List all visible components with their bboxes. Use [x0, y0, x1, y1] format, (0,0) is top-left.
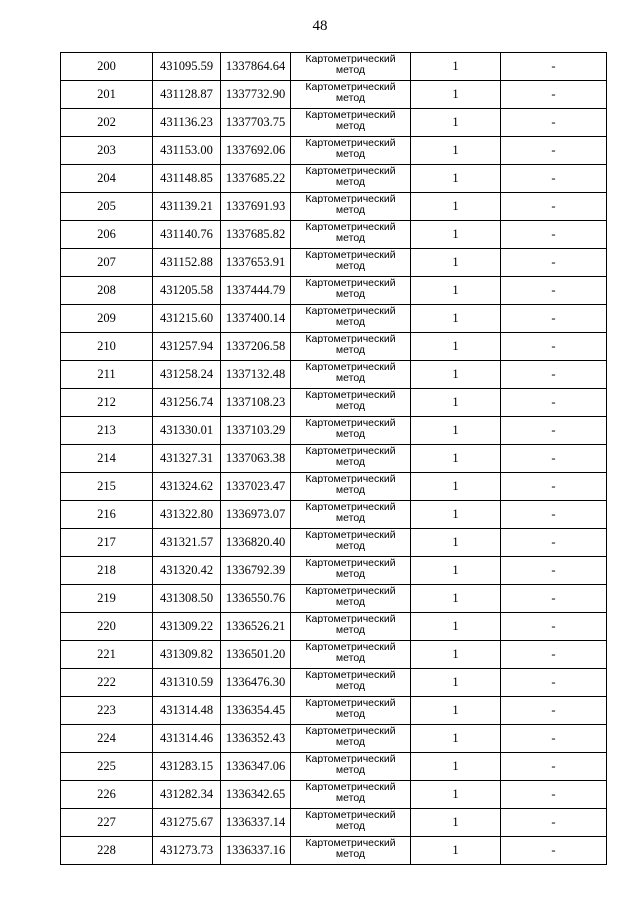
method-cell: Картометрический метод [291, 53, 411, 81]
table-row [61, 529, 607, 557]
table-row [61, 613, 607, 641]
method-cell: Картометрический метод [291, 473, 411, 501]
description-cell: - [501, 697, 607, 725]
coordinates-table-body [61, 53, 607, 865]
x-coordinate-cell: 431283.15 [153, 753, 221, 781]
method-cell: Картометрический метод [291, 221, 411, 249]
accuracy-cell: 1 [411, 781, 501, 809]
method-cell: Картометрический метод [291, 641, 411, 669]
x-coordinate-cell: 431205.58 [153, 277, 221, 305]
y-coordinate-cell: 1337703.75 [221, 109, 291, 137]
page-number: 48 [312, 18, 328, 34]
point-number-cell: 200 [61, 53, 153, 81]
description-cell: - [501, 641, 607, 669]
description-cell: - [501, 445, 607, 473]
y-coordinate-cell: 1336973.07 [221, 501, 291, 529]
description-cell: - [501, 781, 607, 809]
description-cell: - [501, 361, 607, 389]
point-number-cell: 221 [61, 641, 153, 669]
point-number-cell: 206 [61, 221, 153, 249]
x-coordinate-cell: 431257.94 [153, 333, 221, 361]
y-coordinate-cell: 1337103.29 [221, 417, 291, 445]
accuracy-cell: 1 [411, 333, 501, 361]
point-number-cell: 212 [61, 389, 153, 417]
table-row [61, 109, 607, 137]
accuracy-cell: 1 [411, 697, 501, 725]
point-number-cell: 213 [61, 417, 153, 445]
table-row [61, 249, 607, 277]
point-number-cell: 222 [61, 669, 153, 697]
method-cell: Картометрический метод [291, 81, 411, 109]
table-row [61, 277, 607, 305]
x-coordinate-cell: 431275.67 [153, 809, 221, 837]
x-coordinate-cell: 431282.34 [153, 781, 221, 809]
accuracy-cell: 1 [411, 361, 501, 389]
y-coordinate-cell: 1337063.38 [221, 445, 291, 473]
table-row [61, 641, 607, 669]
point-number-cell: 202 [61, 109, 153, 137]
table-row [61, 753, 607, 781]
point-number-cell: 214 [61, 445, 153, 473]
y-coordinate-cell: 1337132.48 [221, 361, 291, 389]
accuracy-cell: 1 [411, 81, 501, 109]
method-cell: Картометрический метод [291, 109, 411, 137]
accuracy-cell: 1 [411, 193, 501, 221]
point-number-cell: 219 [61, 585, 153, 613]
accuracy-cell: 1 [411, 305, 501, 333]
description-cell: - [501, 193, 607, 221]
method-cell: Картометрический метод [291, 529, 411, 557]
method-cell: Картометрический метод [291, 557, 411, 585]
x-coordinate-cell: 431273.73 [153, 837, 221, 865]
description-cell: - [501, 81, 607, 109]
y-coordinate-cell: 1336347.06 [221, 753, 291, 781]
table-row [61, 137, 607, 165]
method-cell: Картометрический метод [291, 277, 411, 305]
y-coordinate-cell: 1337692.06 [221, 137, 291, 165]
x-coordinate-cell: 431153.00 [153, 137, 221, 165]
method-cell: Картометрический метод [291, 361, 411, 389]
accuracy-cell: 1 [411, 389, 501, 417]
x-coordinate-cell: 431327.31 [153, 445, 221, 473]
description-cell: - [501, 333, 607, 361]
point-number-cell: 203 [61, 137, 153, 165]
table-row [61, 781, 607, 809]
x-coordinate-cell: 431308.50 [153, 585, 221, 613]
description-cell: - [501, 109, 607, 137]
point-number-cell: 208 [61, 277, 153, 305]
method-cell: Картометрический метод [291, 389, 411, 417]
description-cell: - [501, 501, 607, 529]
y-coordinate-cell: 1337108.23 [221, 389, 291, 417]
accuracy-cell: 1 [411, 753, 501, 781]
point-number-cell: 218 [61, 557, 153, 585]
table-row [61, 725, 607, 753]
point-number-cell: 227 [61, 809, 153, 837]
description-cell: - [501, 137, 607, 165]
accuracy-cell: 1 [411, 501, 501, 529]
x-coordinate-cell: 431152.88 [153, 249, 221, 277]
method-cell: Картометрический метод [291, 781, 411, 809]
accuracy-cell: 1 [411, 529, 501, 557]
y-coordinate-cell: 1336342.65 [221, 781, 291, 809]
method-cell: Картометрический метод [291, 165, 411, 193]
method-cell: Картометрический метод [291, 613, 411, 641]
y-coordinate-cell: 1337653.91 [221, 249, 291, 277]
point-number-cell: 205 [61, 193, 153, 221]
y-coordinate-cell: 1337206.58 [221, 333, 291, 361]
method-cell: Картометрический метод [291, 837, 411, 865]
accuracy-cell: 1 [411, 613, 501, 641]
table-row [61, 417, 607, 445]
point-number-cell: 217 [61, 529, 153, 557]
description-cell: - [501, 305, 607, 333]
table-row [61, 165, 607, 193]
method-cell: Картометрический метод [291, 333, 411, 361]
y-coordinate-cell: 1336337.14 [221, 809, 291, 837]
method-cell: Картометрический метод [291, 669, 411, 697]
y-coordinate-cell: 1337023.47 [221, 473, 291, 501]
method-cell: Картометрический метод [291, 137, 411, 165]
accuracy-cell: 1 [411, 109, 501, 137]
table-row [61, 669, 607, 697]
accuracy-cell: 1 [411, 585, 501, 613]
x-coordinate-cell: 431330.01 [153, 417, 221, 445]
accuracy-cell: 1 [411, 837, 501, 865]
y-coordinate-cell: 1337400.14 [221, 305, 291, 333]
y-coordinate-cell: 1337685.22 [221, 165, 291, 193]
x-coordinate-cell: 431140.76 [153, 221, 221, 249]
accuracy-cell: 1 [411, 809, 501, 837]
description-cell: - [501, 809, 607, 837]
accuracy-cell: 1 [411, 137, 501, 165]
method-cell: Картометрический метод [291, 305, 411, 333]
description-cell: - [501, 529, 607, 557]
table-row [61, 333, 607, 361]
accuracy-cell: 1 [411, 417, 501, 445]
y-coordinate-cell: 1336550.76 [221, 585, 291, 613]
description-cell: - [501, 557, 607, 585]
point-number-cell: 225 [61, 753, 153, 781]
accuracy-cell: 1 [411, 725, 501, 753]
description-cell: - [501, 585, 607, 613]
table-row [61, 585, 607, 613]
description-cell: - [501, 53, 607, 81]
description-cell: - [501, 669, 607, 697]
x-coordinate-cell: 431139.21 [153, 193, 221, 221]
x-coordinate-cell: 431148.85 [153, 165, 221, 193]
y-coordinate-cell: 1337691.93 [221, 193, 291, 221]
x-coordinate-cell: 431324.62 [153, 473, 221, 501]
accuracy-cell: 1 [411, 557, 501, 585]
method-cell: Картометрический метод [291, 753, 411, 781]
accuracy-cell: 1 [411, 277, 501, 305]
table-row [61, 53, 607, 81]
point-number-cell: 226 [61, 781, 153, 809]
y-coordinate-cell: 1336337.16 [221, 837, 291, 865]
table-row [61, 809, 607, 837]
description-cell: - [501, 613, 607, 641]
description-cell: - [501, 753, 607, 781]
table-row [61, 501, 607, 529]
accuracy-cell: 1 [411, 221, 501, 249]
point-number-cell: 201 [61, 81, 153, 109]
point-number-cell: 223 [61, 697, 153, 725]
table-row [61, 389, 607, 417]
description-cell: - [501, 389, 607, 417]
y-coordinate-cell: 1337864.64 [221, 53, 291, 81]
accuracy-cell: 1 [411, 473, 501, 501]
x-coordinate-cell: 431136.23 [153, 109, 221, 137]
description-cell: - [501, 725, 607, 753]
x-coordinate-cell: 431322.80 [153, 501, 221, 529]
table-row [61, 305, 607, 333]
y-coordinate-cell: 1337732.90 [221, 81, 291, 109]
method-cell: Картометрический метод [291, 445, 411, 473]
y-coordinate-cell: 1336792.39 [221, 557, 291, 585]
accuracy-cell: 1 [411, 249, 501, 277]
accuracy-cell: 1 [411, 53, 501, 81]
coordinates-table [60, 52, 607, 865]
point-number-cell: 224 [61, 725, 153, 753]
accuracy-cell: 1 [411, 165, 501, 193]
x-coordinate-cell: 431321.57 [153, 529, 221, 557]
method-cell: Картометрический метод [291, 809, 411, 837]
y-coordinate-cell: 1336820.40 [221, 529, 291, 557]
method-cell: Картометрический метод [291, 249, 411, 277]
x-coordinate-cell: 431095.59 [153, 53, 221, 81]
y-coordinate-cell: 1336476.30 [221, 669, 291, 697]
table-row [61, 221, 607, 249]
y-coordinate-cell: 1336526.21 [221, 613, 291, 641]
y-coordinate-cell: 1336352.43 [221, 725, 291, 753]
method-cell: Картометрический метод [291, 501, 411, 529]
point-number-cell: 228 [61, 837, 153, 865]
y-coordinate-cell: 1337685.82 [221, 221, 291, 249]
x-coordinate-cell: 431309.82 [153, 641, 221, 669]
y-coordinate-cell: 1336354.45 [221, 697, 291, 725]
accuracy-cell: 1 [411, 669, 501, 697]
method-cell: Картометрический метод [291, 697, 411, 725]
table-row [61, 361, 607, 389]
table-row [61, 557, 607, 585]
table-row [61, 837, 607, 865]
x-coordinate-cell: 431258.24 [153, 361, 221, 389]
point-number-cell: 220 [61, 613, 153, 641]
point-number-cell: 216 [61, 501, 153, 529]
x-coordinate-cell: 431128.87 [153, 81, 221, 109]
description-cell: - [501, 249, 607, 277]
y-coordinate-cell: 1337444.79 [221, 277, 291, 305]
method-cell: Картометрический метод [291, 585, 411, 613]
table-row [61, 445, 607, 473]
point-number-cell: 215 [61, 473, 153, 501]
x-coordinate-cell: 431314.48 [153, 697, 221, 725]
description-cell: - [501, 837, 607, 865]
point-number-cell: 210 [61, 333, 153, 361]
y-coordinate-cell: 1336501.20 [221, 641, 291, 669]
x-coordinate-cell: 431256.74 [153, 389, 221, 417]
accuracy-cell: 1 [411, 445, 501, 473]
method-cell: Картометрический метод [291, 417, 411, 445]
point-number-cell: 204 [61, 165, 153, 193]
table-row [61, 81, 607, 109]
x-coordinate-cell: 431215.60 [153, 305, 221, 333]
description-cell: - [501, 277, 607, 305]
point-number-cell: 211 [61, 361, 153, 389]
description-cell: - [501, 165, 607, 193]
x-coordinate-cell: 431310.59 [153, 669, 221, 697]
description-cell: - [501, 221, 607, 249]
description-cell: - [501, 473, 607, 501]
accuracy-cell: 1 [411, 641, 501, 669]
method-cell: Картометрический метод [291, 725, 411, 753]
x-coordinate-cell: 431309.22 [153, 613, 221, 641]
description-cell: - [501, 417, 607, 445]
table-row [61, 473, 607, 501]
method-cell: Картометрический метод [291, 193, 411, 221]
point-number-cell: 209 [61, 305, 153, 333]
x-coordinate-cell: 431314.46 [153, 725, 221, 753]
x-coordinate-cell: 431320.42 [153, 557, 221, 585]
point-number-cell: 207 [61, 249, 153, 277]
table-row [61, 193, 607, 221]
table-row [61, 697, 607, 725]
